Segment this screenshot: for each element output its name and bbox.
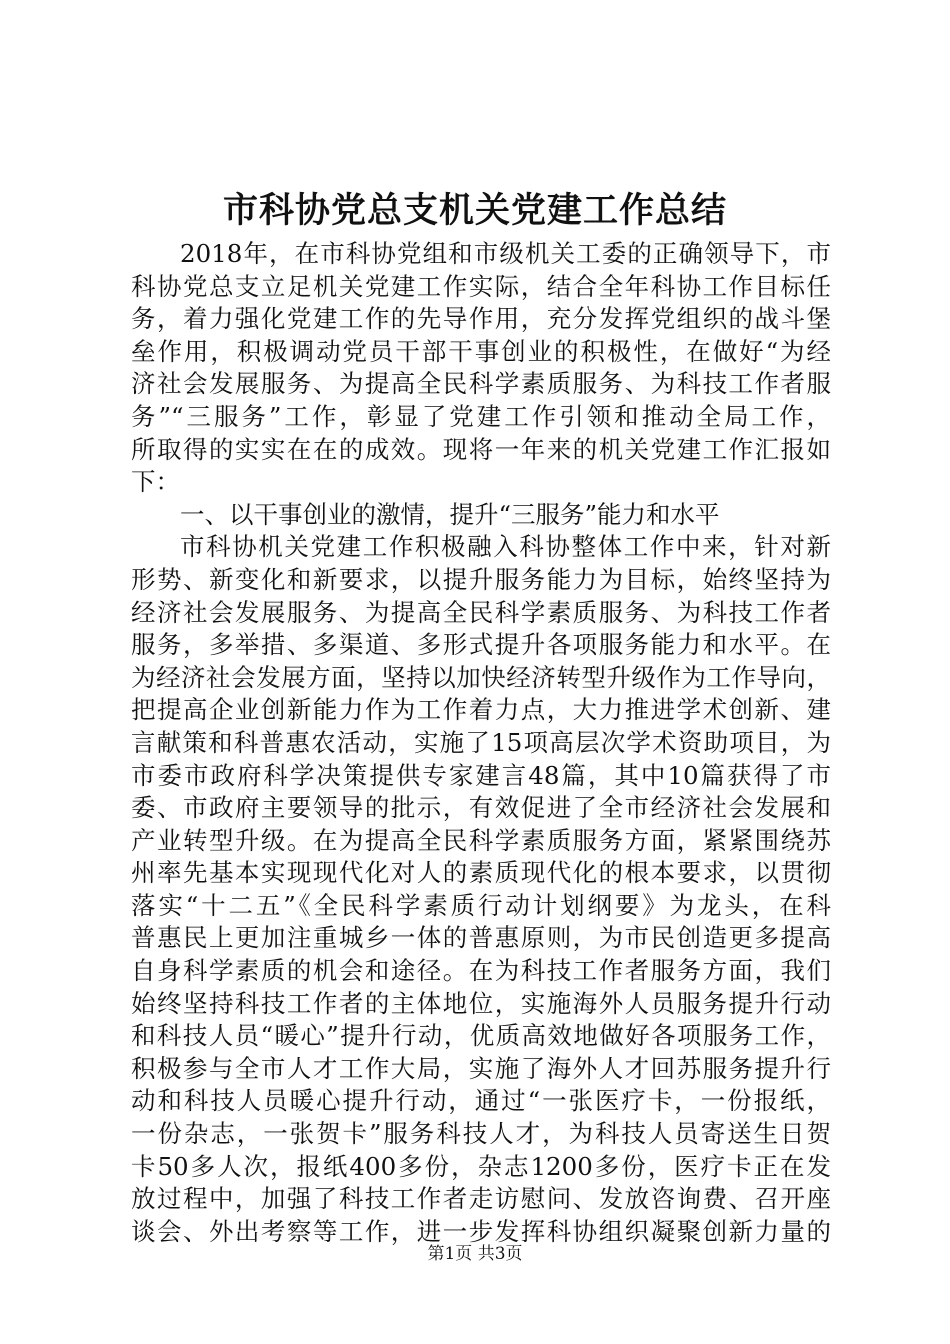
document-title: 市科协党总支机关党建工作总结: [222, 190, 727, 231]
text-line: 和科技人员“暖心”提升行动，优质高效地做好各项服务工作，: [131, 1021, 831, 1051]
text-line: 下：: [131, 467, 180, 497]
text-line: 放过程中，加强了科技工作者走访慰问、发放咨询费、召开座: [131, 1184, 831, 1214]
text-line: 产业转型升级。在为提高全民科学素质服务方面，紧紧围绕苏: [131, 825, 831, 855]
text-line: 所取得的实实在在的成效。现将一年来的机关党建工作汇报如: [131, 434, 831, 464]
page-footer: 第1页 共3页: [427, 1244, 523, 1264]
text-line: 经济社会发展服务、为提高全民科学素质服务、为科技工作者: [131, 597, 831, 627]
text-line: 自身科学素质的机会和途径。在为科技工作者服务方面，我们: [131, 956, 831, 986]
text-line: 委、市政府主要领导的批示，有效促进了全市经济社会发展和: [131, 793, 831, 823]
text-line: 一、以干事创业的激情，提升“三服务”能力和水平: [180, 499, 720, 529]
text-line: 市科协机关党建工作积极融入科协整体工作中来，针对新: [180, 532, 831, 562]
document-body: [131, 238, 831, 1248]
text-line: 积极参与全市人才工作大局，实施了海外人才回苏服务提升行: [131, 1053, 831, 1083]
text-line: 务，着力强化党建工作的先导作用，充分发挥党组织的战斗堡: [131, 304, 831, 334]
text-line: 普惠民上更加注重城乡一体的普惠原则，为市民创造更多提高: [131, 923, 831, 953]
text-line: 科协党总支立足机关党建工作实际，结合全年科协工作目标任: [131, 271, 831, 301]
text-line: 始终坚持科技工作者的主体地位，实施海外人员服务提升行动: [131, 988, 831, 1018]
text-line: 垒作用，积极调动党员干部干事创业的积极性，在做好“为经: [131, 336, 831, 366]
text-line: 落实“十二五”《全民科学素质行动计划纲要》为龙头，在科: [131, 890, 831, 920]
text-line: 市委市政府科学决策提供专家建言48篇，其中10篇获得了市: [131, 760, 831, 790]
text-line: 谈会、外出考察等工作，进一步发挥科协组织凝聚创新力量的: [131, 1216, 831, 1246]
text-line: 形势、新变化和新要求，以提升服务能力为目标，始终坚持为: [131, 564, 831, 594]
text-line: 动和科技人员暖心提升行动，通过“一张医疗卡，一份报纸，: [131, 1086, 831, 1116]
text-line: 济社会发展服务、为提高全民科学素质服务、为科技工作者服: [131, 369, 831, 399]
text-line: 务”“三服务”工作，彰显了党建工作引领和推动全局工作，: [131, 401, 831, 431]
text-line: 州率先基本实现现代化对人的素质现代化的根本要求，以贯彻: [131, 858, 831, 888]
text-line: 把提高企业创新能力作为工作着力点，大力推进学术创新、建: [131, 695, 831, 725]
text-line: 言献策和科普惠农活动，实施了15项高层次学术资助项目，为: [131, 727, 831, 757]
text-line: 为经济社会发展方面，坚持以加快经济转型升级作为工作导向，: [131, 662, 831, 692]
text-line: 卡50多人次，报纸400多份，杂志1200多份，医疗卡正在发: [131, 1151, 831, 1181]
text-line: 一份杂志，一张贺卡”服务科技人才，为科技人员寄送生日贺: [131, 1119, 831, 1149]
text-line: 2018年，在市科协党组和市级机关工委的正确领导下，市: [180, 239, 831, 268]
text-line: 服务，多举措、多渠道、多形式提升各项服务能力和水平。在: [131, 630, 831, 660]
